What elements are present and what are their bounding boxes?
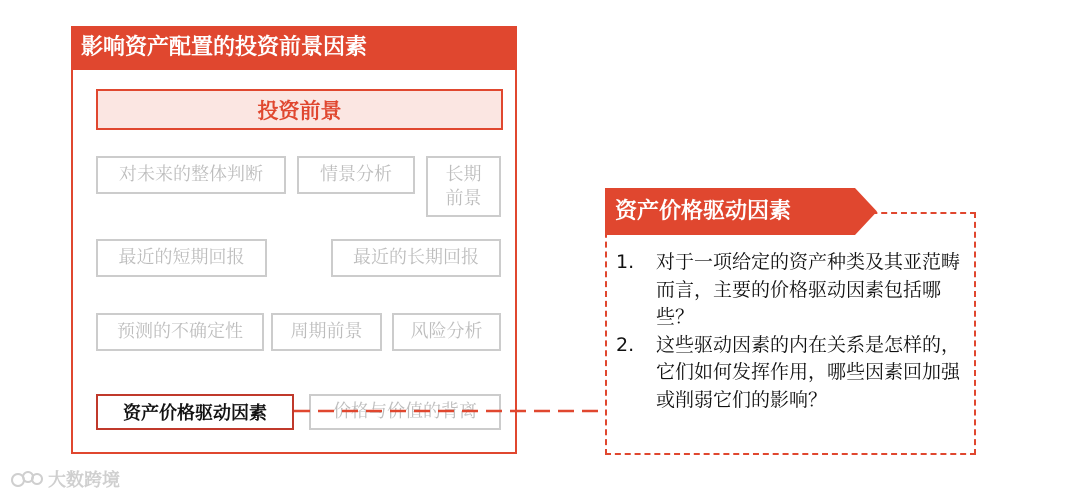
factor-recent-long-term-return: 最近的长期回报 <box>331 239 501 277</box>
factor-forecast-uncertainty: 预测的不确定性 <box>96 313 264 351</box>
left-panel-title: 影响资产配置的投资前景因素 <box>71 26 517 70</box>
list-item-number: 2. <box>616 333 635 356</box>
factor-recent-short-term-return: 最近的短期回报 <box>96 239 267 277</box>
list-item-text: 这些驱动因素的内在关系是怎样的，它们如何发挥作用，哪些因素回加强或削弱它们的影响？ <box>656 333 961 411</box>
factor-cycle-prospect: 周期前景 <box>271 313 382 351</box>
list-item <box>616 249 971 332</box>
list-item-number: 1. <box>616 251 635 273</box>
question-list <box>616 249 971 414</box>
list-item-text: 对于一项给定的资产种类及其亚范畴而言，主要的价格驱动因素包括哪些？ <box>656 251 961 328</box>
asset-price-driver-box: 资产价格驱动因素 <box>96 394 294 430</box>
factor-scenario-analysis: 情景分析 <box>297 156 415 194</box>
factor-price-value-divergence: 价格与价值的背离 <box>309 394 501 430</box>
right-panel-title: 资产价格驱动因素 <box>615 199 792 224</box>
factor-long-term-prospect: 长期前景 <box>426 156 501 217</box>
watermark-logo-icon <box>10 468 44 490</box>
investment-prospect-box: 投资前景 <box>96 89 503 130</box>
factor-overall-judgment: 对未来的整体判断 <box>96 156 286 194</box>
factor-risk-analysis: 风险分析 <box>392 313 501 351</box>
list-item <box>616 332 971 415</box>
watermark <box>10 466 120 492</box>
watermark-text: 大数跨境 <box>48 470 120 491</box>
